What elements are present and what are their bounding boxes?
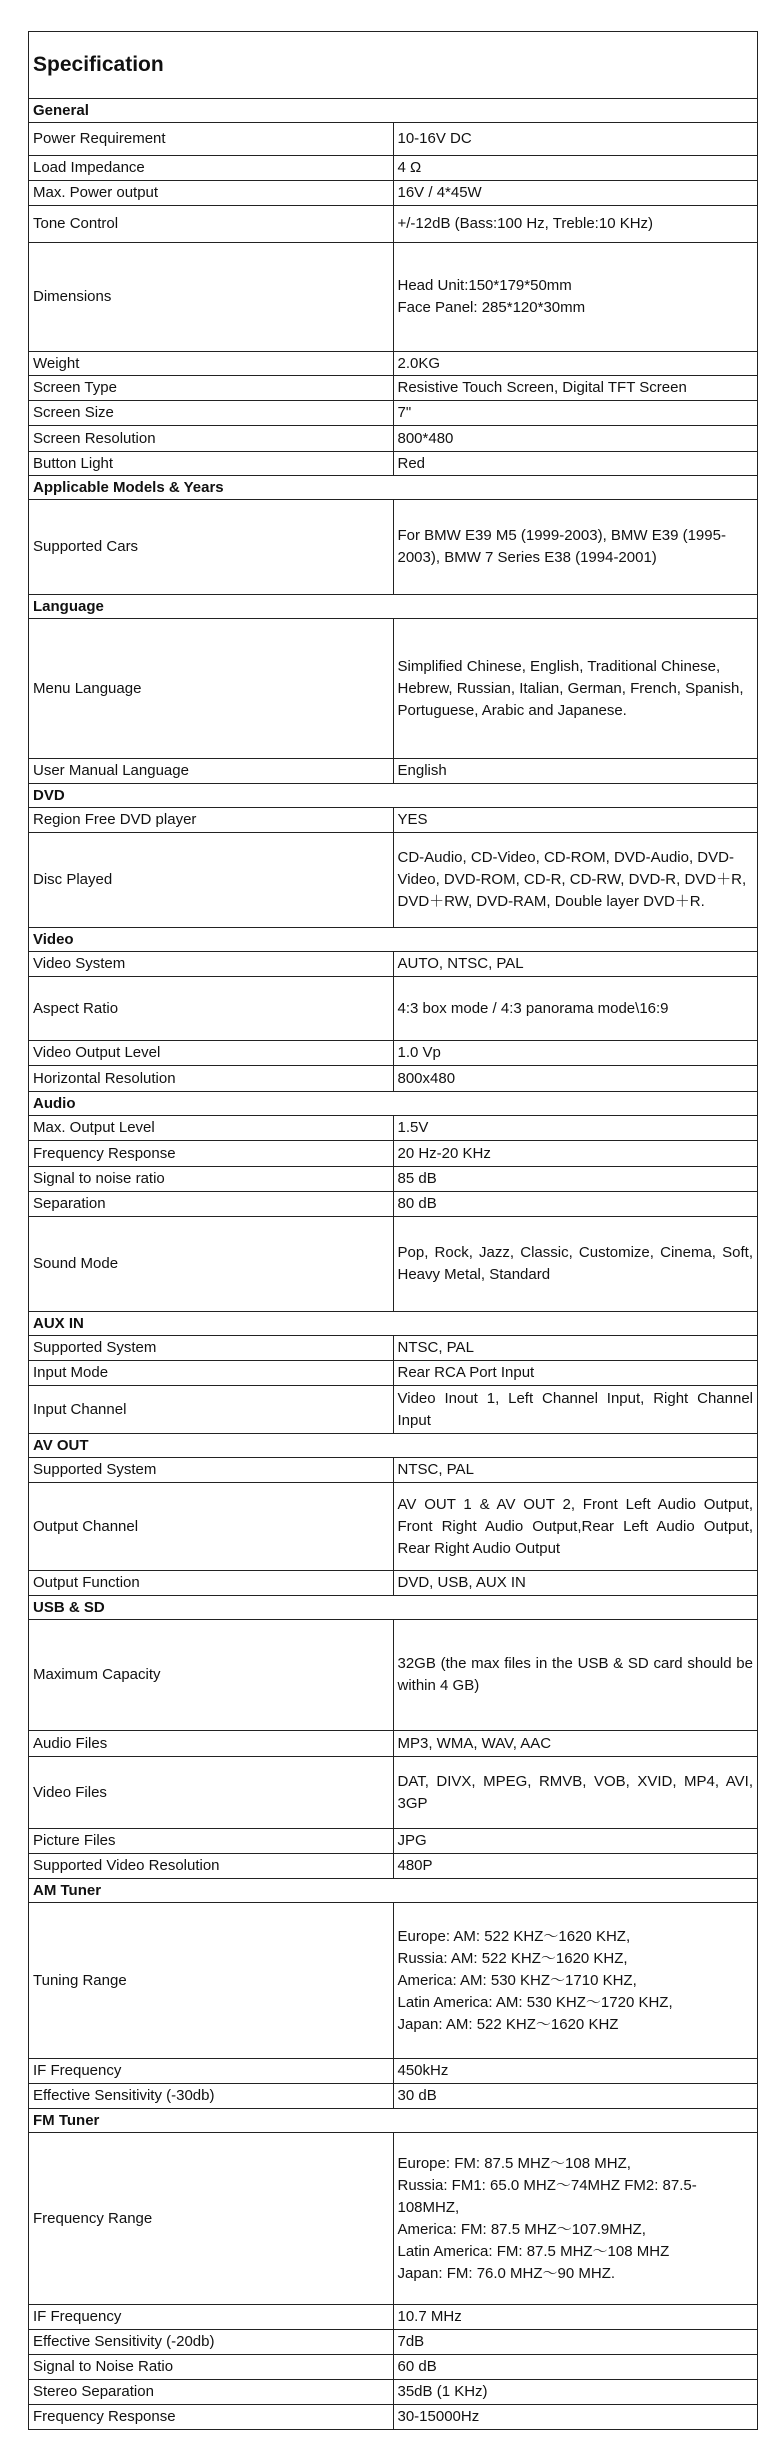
spec-value: Resistive Touch Screen, Digital TFT Screen	[393, 376, 758, 401]
section-title: AV OUT	[29, 1434, 758, 1458]
spec-label: Tone Control	[29, 206, 394, 243]
spec-value: NTSC, PAL	[393, 1458, 758, 1483]
spec-label: Video System	[29, 952, 394, 977]
spec-label: Maximum Capacity	[29, 1620, 394, 1731]
spec-row	[29, 2084, 758, 2109]
spec-value: 85 dB	[393, 1167, 758, 1192]
spec-label: IF Frequency	[29, 2305, 394, 2330]
spec-label: User Manual Language	[29, 759, 394, 784]
spec-row	[29, 1620, 758, 1731]
section-title: DVD	[29, 784, 758, 808]
spec-row	[29, 181, 758, 206]
spec-row	[29, 1336, 758, 1361]
spec-label: Separation	[29, 1192, 394, 1217]
spec-value: For BMW E39 M5 (1999-2003), BMW E39 (1995-2003), BMW 7 Series E38 (1994-2001)	[393, 500, 758, 595]
spec-label: Video Files	[29, 1757, 394, 1829]
spec-row	[29, 243, 758, 352]
section-title: Video	[29, 928, 758, 952]
spec-row	[29, 1167, 758, 1192]
spec-value: 32GB (the max files in the USB & SD card should be within 4 GB)	[393, 1620, 758, 1731]
spec-row	[29, 352, 758, 376]
title-row	[29, 32, 758, 99]
spec-label: Max. Power output	[29, 181, 394, 206]
spec-row	[29, 1903, 758, 2059]
spec-label: Power Requirement	[29, 123, 394, 156]
spec-row	[29, 401, 758, 426]
spec-value: MP3, WMA, WAV, AAC	[393, 1731, 758, 1757]
spec-label: IF Frequency	[29, 2059, 394, 2084]
spec-label: Aspect Ratio	[29, 977, 394, 1041]
section-header	[29, 1596, 758, 1620]
spec-label: Load Impedance	[29, 156, 394, 181]
spec-label: Dimensions	[29, 243, 394, 352]
spec-row	[29, 2355, 758, 2380]
section-header	[29, 1434, 758, 1458]
spec-label: Audio Files	[29, 1731, 394, 1757]
spec-label: Max. Output Level	[29, 1116, 394, 1141]
spec-label: Screen Type	[29, 376, 394, 401]
spec-row	[29, 1731, 758, 1757]
spec-row	[29, 1217, 758, 1312]
spec-label: Effective Sensitivity (-30db)	[29, 2084, 394, 2109]
spec-row	[29, 206, 758, 243]
section-header	[29, 595, 758, 619]
spec-value: +/-12dB (Bass:100 Hz, Treble:10 KHz)	[393, 206, 758, 243]
section-title: USB & SD	[29, 1596, 758, 1620]
section-title: AUX IN	[29, 1312, 758, 1336]
spec-label: Frequency Response	[29, 1141, 394, 1167]
spec-value: JPG	[393, 1829, 758, 1854]
spec-value: 30 dB	[393, 2084, 758, 2109]
spec-label: Region Free DVD player	[29, 808, 394, 833]
spec-row	[29, 452, 758, 476]
spec-sheet	[28, 31, 758, 2430]
spec-label: Supported Cars	[29, 500, 394, 595]
section-title: Audio	[29, 1092, 758, 1116]
spec-row	[29, 2059, 758, 2084]
spec-value: 20 Hz-20 KHz	[393, 1141, 758, 1167]
spec-value: Head Unit:150*179*50mm Face Panel: 285*120*30mm	[393, 243, 758, 352]
spec-value: 80 dB	[393, 1192, 758, 1217]
spec-row	[29, 376, 758, 401]
spec-label: Frequency Response	[29, 2405, 394, 2430]
spec-label: Supported System	[29, 1458, 394, 1483]
spec-row	[29, 1483, 758, 1571]
spec-row	[29, 2380, 758, 2405]
section-header	[29, 99, 758, 123]
spec-value: 4:3 box mode / 4:3 panorama mode\16:9	[393, 977, 758, 1041]
spec-value: 1.0 Vp	[393, 1041, 758, 1066]
spec-row	[29, 2405, 758, 2430]
section-header	[29, 1092, 758, 1116]
spec-value: 480P	[393, 1854, 758, 1879]
spec-value: 800*480	[393, 426, 758, 452]
spec-value: Rear RCA Port Input	[393, 1361, 758, 1386]
spec-value: YES	[393, 808, 758, 833]
page-title: Specification	[29, 32, 758, 99]
spec-row	[29, 1361, 758, 1386]
spec-row	[29, 833, 758, 928]
section-header	[29, 1312, 758, 1336]
spec-row	[29, 2133, 758, 2305]
section-title: FM Tuner	[29, 2109, 758, 2133]
spec-row	[29, 156, 758, 181]
spec-row	[29, 1116, 758, 1141]
section-title: Language	[29, 595, 758, 619]
spec-label: Effective Sensitivity (-20db)	[29, 2330, 394, 2355]
spec-value: DAT, DIVX, MPEG, RMVB, VOB, XVID, MP4, AVI, 3GP	[393, 1757, 758, 1829]
spec-label: Horizontal Resolution	[29, 1066, 394, 1092]
spec-row	[29, 977, 758, 1041]
section-header	[29, 476, 758, 500]
spec-value: 10.7 MHz	[393, 2305, 758, 2330]
spec-value: 2.0KG	[393, 352, 758, 376]
spec-value: 16V / 4*45W	[393, 181, 758, 206]
spec-label: Output Channel	[29, 1483, 394, 1571]
section-header	[29, 1879, 758, 1903]
spec-label: Signal to Noise Ratio	[29, 2355, 394, 2380]
spec-value: 1.5V	[393, 1116, 758, 1141]
spec-value: Simplified Chinese, English, Traditional Chinese, Hebrew, Russian, Italian, German, French, Spanish, Portuguese, Arabic and Japanese.	[393, 619, 758, 759]
spec-label: Screen Size	[29, 401, 394, 426]
spec-row	[29, 500, 758, 595]
spec-value: Video Inout 1, Left Channel Input, Right Channel Input	[393, 1386, 758, 1434]
section-title: AM Tuner	[29, 1879, 758, 1903]
spec-row	[29, 1854, 758, 1879]
spec-row	[29, 1041, 758, 1066]
spec-label: Frequency Range	[29, 2133, 394, 2305]
spec-row	[29, 952, 758, 977]
spec-value: DVD, USB, AUX IN	[393, 1571, 758, 1596]
spec-label: Input Channel	[29, 1386, 394, 1434]
spec-value: 30-15000Hz	[393, 2405, 758, 2430]
spec-label: Stereo Separation	[29, 2380, 394, 2405]
spec-value: AUTO, NTSC, PAL	[393, 952, 758, 977]
spec-label: Picture Files	[29, 1829, 394, 1854]
spec-row	[29, 2305, 758, 2330]
spec-label: Supported System	[29, 1336, 394, 1361]
spec-row	[29, 1458, 758, 1483]
spec-value: CD-Audio, CD-Video, CD-ROM, DVD-Audio, DVD-Video, DVD-ROM, CD-R, CD-RW, DVD-R, DVD＋R, DVD＋RW, DVD-RAM, Double layer DVD＋R.	[393, 833, 758, 928]
spec-label: Signal to noise ratio	[29, 1167, 394, 1192]
spec-value: NTSC, PAL	[393, 1336, 758, 1361]
spec-value: 35dB (1 KHz)	[393, 2380, 758, 2405]
section-header	[29, 2109, 758, 2133]
spec-row	[29, 1829, 758, 1854]
spec-row	[29, 123, 758, 156]
section-title: Applicable Models & Years	[29, 476, 758, 500]
spec-label: Output Function	[29, 1571, 394, 1596]
spec-label: Video Output Level	[29, 1041, 394, 1066]
spec-row	[29, 619, 758, 759]
spec-row	[29, 426, 758, 452]
spec-label: Weight	[29, 352, 394, 376]
section-header	[29, 784, 758, 808]
spec-row	[29, 1066, 758, 1092]
spec-label: Disc Played	[29, 833, 394, 928]
spec-table	[28, 31, 758, 2430]
spec-label: Sound Mode	[29, 1217, 394, 1312]
spec-value: 450kHz	[393, 2059, 758, 2084]
spec-value: 800x480	[393, 1066, 758, 1092]
spec-value: 4 Ω	[393, 156, 758, 181]
spec-value: English	[393, 759, 758, 784]
spec-row	[29, 1757, 758, 1829]
spec-row	[29, 2330, 758, 2355]
spec-label: Input Mode	[29, 1361, 394, 1386]
spec-label: Tuning Range	[29, 1903, 394, 2059]
spec-value: Europe: FM: 87.5 MHZ～108 MHZ, Russia: FM1: 65.0 MHZ～74MHZ FM2: 87.5-108MHZ, America: FM: 87.5 MHZ～107.9MHZ, Latin America: FM: 87.5 MHZ～108 MHZ Japan: FM: 76.0 MHZ～90 MHZ.	[393, 2133, 758, 2305]
spec-value: AV OUT 1 & AV OUT 2, Front Left Audio Output, Front Right Audio Output,Rear Left Audio Output, Rear Right Audio Output	[393, 1483, 758, 1571]
spec-value: 7dB	[393, 2330, 758, 2355]
spec-row	[29, 759, 758, 784]
spec-label: Menu Language	[29, 619, 394, 759]
section-title: General	[29, 99, 758, 123]
spec-row	[29, 808, 758, 833]
spec-value: 10-16V DC	[393, 123, 758, 156]
spec-value: Red	[393, 452, 758, 476]
spec-label: Supported Video Resolution	[29, 1854, 394, 1879]
section-header	[29, 928, 758, 952]
spec-value: Europe: AM: 522 KHZ～1620 KHZ, Russia: AM: 522 KHZ～1620 KHZ, America: AM: 530 KHZ～1710 KHZ, Latin America: AM: 530 KHZ～1720 KHZ, Japan: AM: 522 KHZ～1620 KHZ	[393, 1903, 758, 2059]
spec-label: Button Light	[29, 452, 394, 476]
spec-value: 7"	[393, 401, 758, 426]
spec-row	[29, 1141, 758, 1167]
spec-value: 60 dB	[393, 2355, 758, 2380]
spec-row	[29, 1386, 758, 1434]
spec-row	[29, 1192, 758, 1217]
spec-row	[29, 1571, 758, 1596]
spec-label: Screen Resolution	[29, 426, 394, 452]
spec-value: Pop, Rock, Jazz, Classic, Customize, Cinema, Soft, Heavy Metal, Standard	[393, 1217, 758, 1312]
